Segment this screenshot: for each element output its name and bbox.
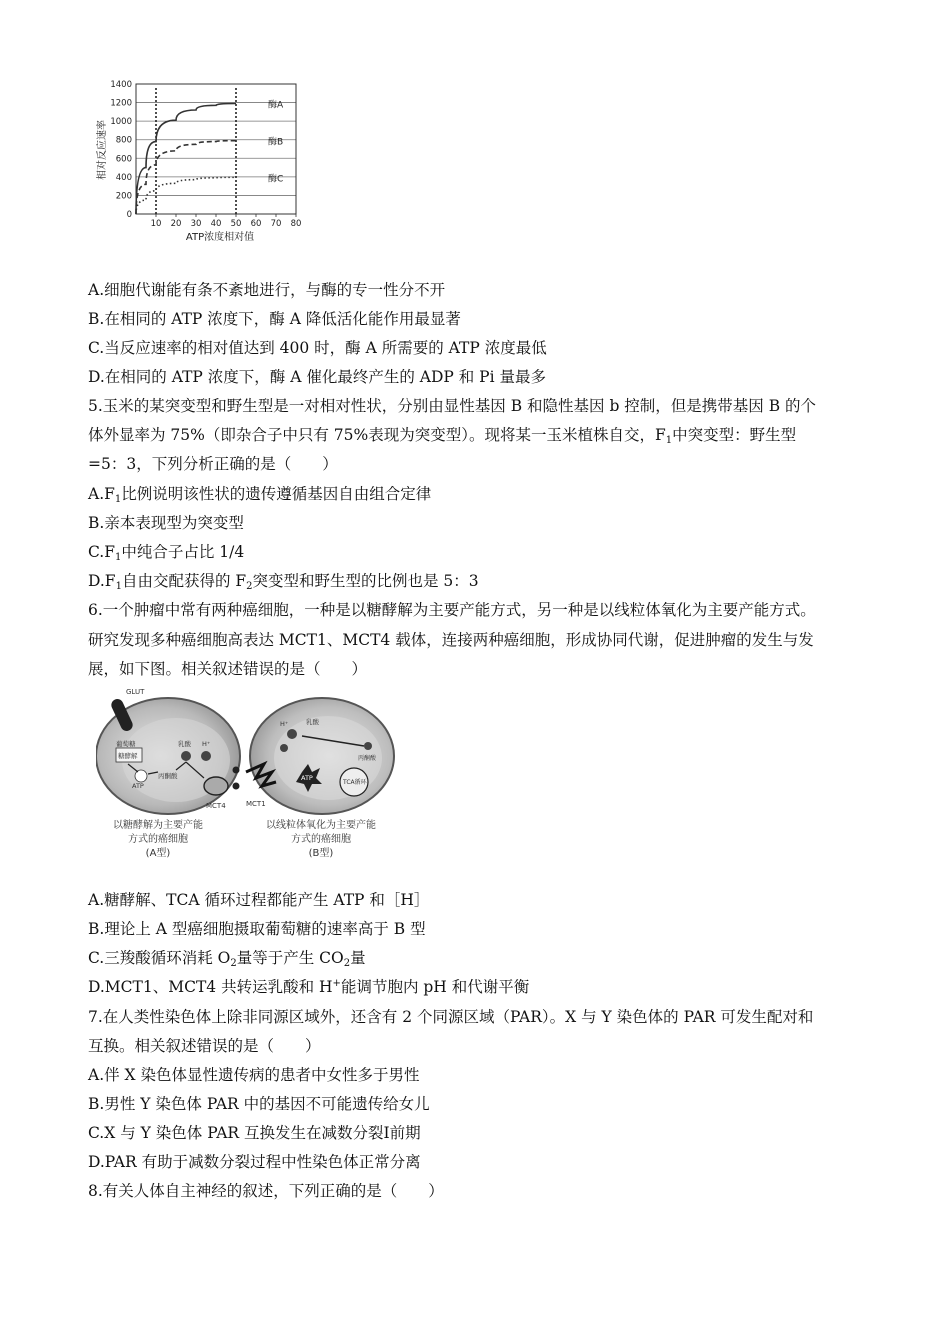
chart-y-tick-label: 600 — [115, 154, 132, 165]
h-b-node — [280, 744, 288, 752]
q7-stem-line2: 互换。相关叙述错误的是（ ） — [88, 1037, 321, 1055]
caption-b-line3: (B型) — [308, 848, 334, 859]
tumor-cell-figure — [96, 686, 396, 864]
chart-y-tick-label: 400 — [115, 172, 132, 183]
chart-x-tick-label: 50 — [230, 219, 242, 229]
q7-option-a: A.伴 X 染色体显性遗传病的患者中女性多于男性 — [88, 1066, 420, 1084]
caption-a-line2: 方式的癌细胞 — [128, 834, 188, 845]
chart-series-group — [136, 99, 284, 215]
chart-y-tick-label: 200 — [115, 191, 132, 202]
h-b-label: H⁺ — [280, 720, 289, 728]
chart-x-tick-label: 10 — [150, 219, 162, 229]
mct4-label: MCT4 — [206, 802, 226, 810]
chart-y-axis-label: 相对反应速率 — [97, 120, 108, 180]
q5-option-a: $A.F_1$比例说明该性状的遗传遵循基因自由组合定律 — [88, 485, 432, 505]
caption-b-line1: 以线粒体氧化为主要产能 — [266, 820, 376, 831]
lactate-a-node — [181, 751, 191, 761]
chart-x-tick-label: 80 — [290, 219, 302, 229]
glucose-label: 葡萄糖 — [116, 740, 136, 748]
tca-label: TCA循环 — [343, 779, 367, 786]
chart-y-tick-label: 1200 — [110, 98, 132, 109]
q5-stem-line2: 体外显率为 75%（即杂合子中只有 75%表现为突变型）。现将某一玉米植株自交，$F_1$中突变型：野生型 — [88, 426, 797, 446]
q4-option-b: B.在相同的 ATP 浓度下，酶 A 降低活化能作用最显著 — [88, 310, 461, 328]
chart-series-label: 酶C — [268, 174, 284, 185]
q6-stem-line3: 展，如下图。相关叙述错误的是（ ） — [88, 660, 368, 678]
q4-option-a: A.细胞代谢能有条不紊地进行，与酶的专一性分不开 — [88, 281, 446, 299]
q4-option-d: D.在相同的 ATP 浓度下，酶 A 催化最终产生的 ADP 和 Pi 量最多 — [88, 368, 546, 386]
q5-option-c: $C.F_1$中纯合子占比 1/4 — [88, 543, 245, 563]
glut-label: GLUT — [126, 688, 145, 696]
pyruvate-a-label: 丙酮酸 — [158, 772, 178, 780]
q7-stem-line1: 7.在人类性染色体上除非同源区域外，还含有 2 个同源区域（PAR）。X 与 Y 染色体的 PAR 可发生配对和 — [88, 1008, 814, 1026]
caption-a-line3: (A型) — [145, 848, 171, 859]
mct1-label: MCT1 — [246, 800, 266, 808]
q6-option-d: D.MCT1、MCT4 共转运乳酸和 H+能调节胞内 pH 和代谢平衡 — [88, 978, 530, 996]
chart-y-tick-label: 800 — [115, 135, 132, 146]
pyruvate-b-node — [364, 742, 372, 750]
chart-series-label: 酶A — [268, 100, 284, 111]
glycolysis-label: 糖酵解 — [118, 752, 138, 760]
q5-stem-line3: =5：3，下列分析正确的是（ ） — [88, 455, 338, 473]
q4-option-c: C.当反应速率的相对值达到 400 时，酶 A 所需要的 ATP 浓度最低 — [88, 339, 547, 357]
chart-x-tick-label: 40 — [210, 219, 222, 229]
h-a-node — [201, 751, 211, 761]
chart-series-line — [136, 104, 236, 215]
chart-y-tick-label: 0 — [126, 210, 132, 220]
chart-x-tick-label: 60 — [250, 219, 262, 229]
q7-option-b: B.男性 Y 染色体 PAR 中的基因不可能遗传给女儿 — [88, 1095, 430, 1113]
mct4-transporter — [204, 777, 228, 795]
chart-x-tick-label: 30 — [190, 219, 202, 229]
q7-option-c: C.X 与 Y 染色体 PAR 互换发生在减数分裂Ⅰ前期 — [88, 1124, 421, 1142]
chart-x-tick-label: 20 — [170, 219, 182, 229]
q7-option-d: D.PAR 有助于减数分裂过程中性染色体正常分离 — [88, 1153, 421, 1171]
chart-series-label: 酶B — [268, 137, 284, 148]
enzyme-rate-chart — [92, 72, 312, 244]
exported-dot-2 — [233, 783, 240, 790]
q5-stem-line1: 5.玉米的某突变型和野生型是一对相对性状，分别由显性基因 B 和隐性基因 b 控制，但是携带基因 B 的个 — [88, 397, 817, 415]
h-a-label: H⁺ — [202, 740, 211, 748]
q6-option-a: A.糖酵解、TCA 循环过程都能产生 ATP 和［H］ — [88, 891, 430, 909]
q6-option-c: C.三羧酸循环消耗 $O_2$量等于产生 $CO_2$量 — [88, 949, 366, 969]
lactate-b-label: 乳酸 — [306, 718, 319, 726]
pyruvate-b-label: 丙酮酸 — [358, 755, 377, 762]
chart-x-tick-label: 70 — [270, 219, 282, 229]
exported-dot-1 — [233, 767, 240, 774]
lactate-b-node — [287, 729, 297, 739]
q6-option-b: B.理论上 A 型癌细胞摄取葡萄糖的速率高于 B 型 — [88, 920, 426, 938]
q5-option-b: B.亲本表现型为突变型 — [88, 514, 244, 532]
chart-y-tick-label: 1400 — [110, 80, 132, 90]
q5-option-d: $D.F_1$自由交配获得的 $F_2$突变型和野生型的比例也是 5：3 — [88, 572, 479, 592]
caption-b-line2: 方式的癌细胞 — [291, 834, 351, 845]
q6-stem-line1: 6.一个肿瘤中常有两种癌细胞，一种是以糖酵解为主要产能方式，另一种是以线粒体氧化为主要产能方式。 — [88, 601, 816, 619]
caption-a-line1: 以糖酵解为主要产能 — [113, 820, 203, 831]
q8-stem: 8.有关人体自主神经的叙述，下列正确的是（ ） — [88, 1182, 444, 1200]
q6-stem-line2: 研究发现多种癌细胞高表达 MCT1、MCT4 载体，连接两种癌细胞，形成协同代谢，促进肿瘤的发生与发 — [88, 631, 814, 649]
chart-x-axis-label: ATP浓度相对值 — [185, 232, 255, 243]
atp-b-label: ATP — [301, 774, 313, 782]
chart-y-tick-label: 1000 — [110, 117, 132, 128]
lactate-a-label: 乳酸 — [178, 740, 191, 748]
atp-a-label: ATP — [132, 782, 144, 790]
